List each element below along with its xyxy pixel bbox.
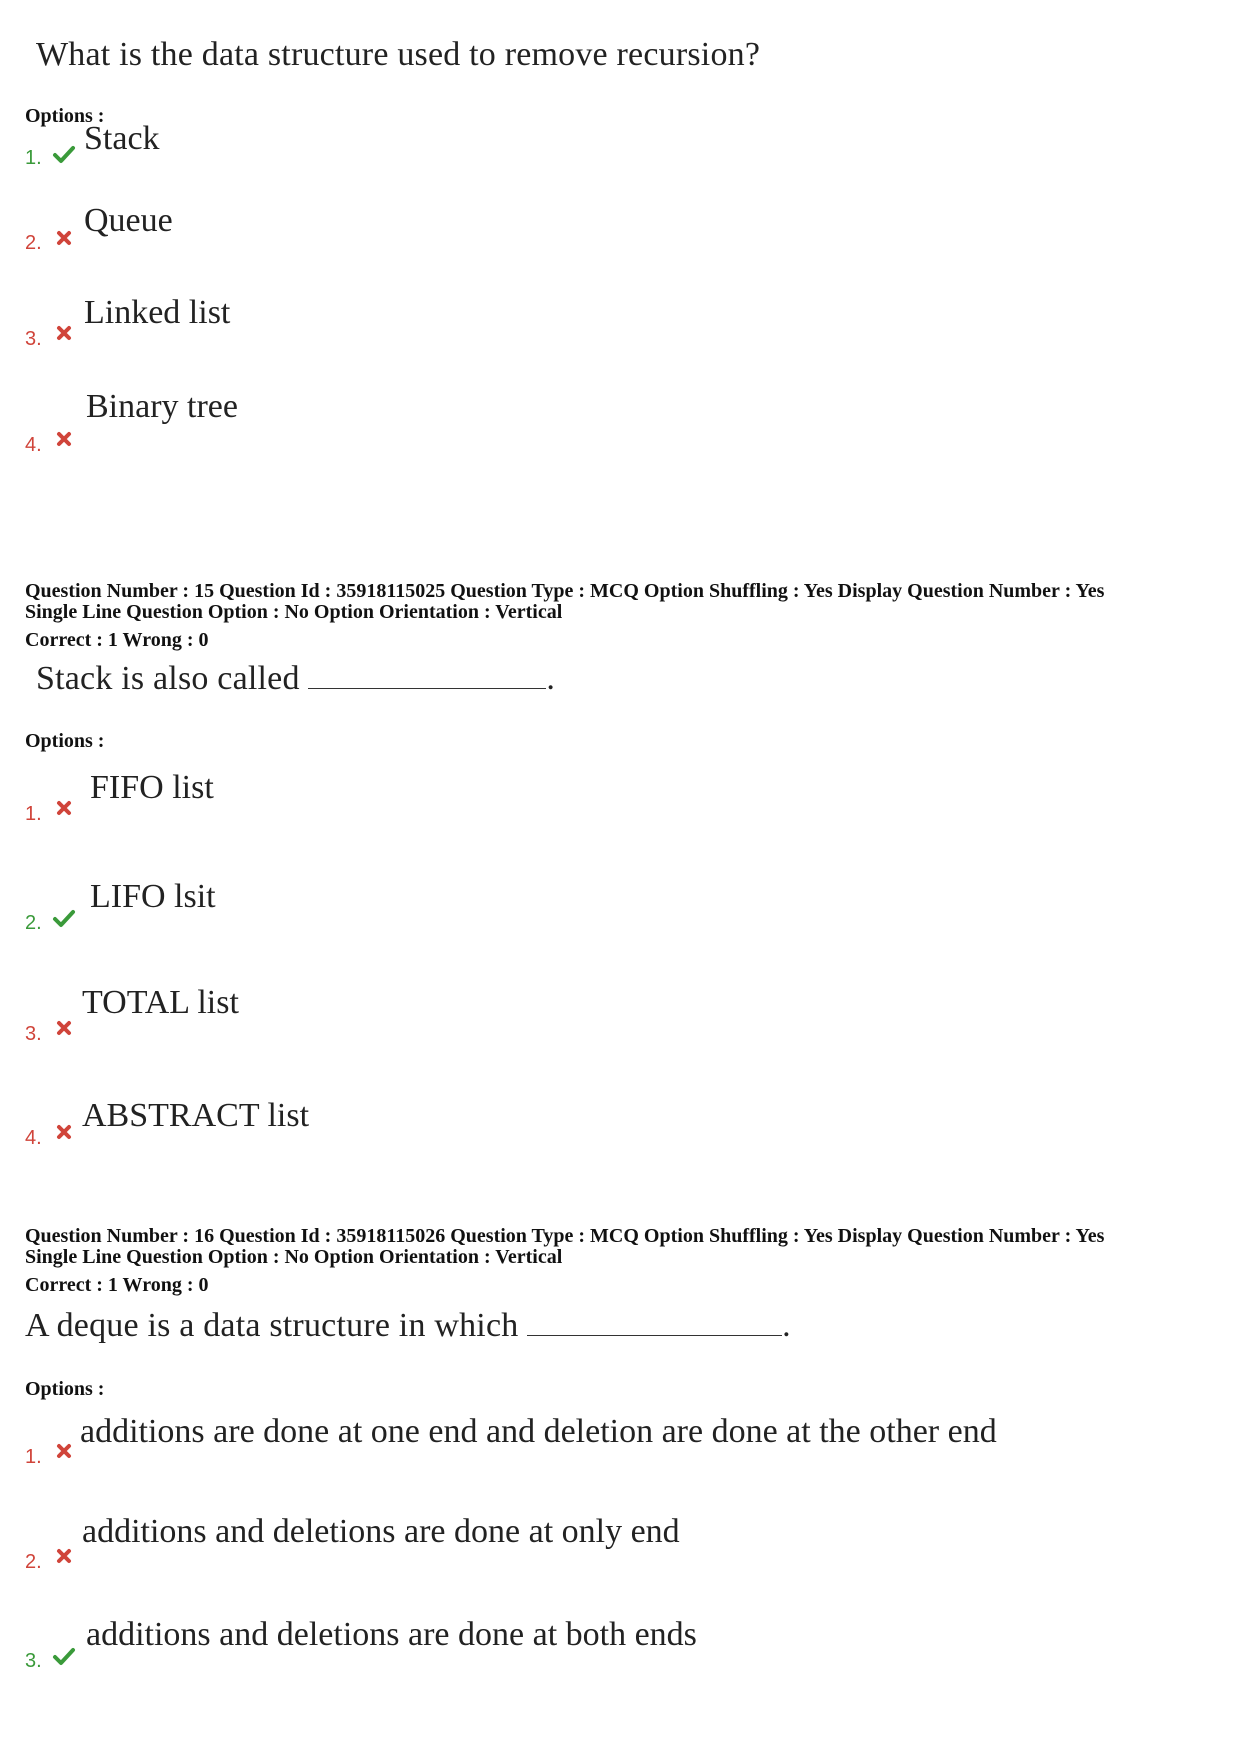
question-meta-line1: Question Number : 15 Question Id : 35918115025 Question Type : MCQ Option Shuffling : Yes Display Question Number : Yes xyxy=(25,580,1105,602)
fill-blank xyxy=(527,1309,782,1336)
check-icon xyxy=(52,908,76,928)
option-number: 4. xyxy=(25,434,42,456)
option-text: Queue xyxy=(84,202,173,239)
option-number: 3. xyxy=(25,328,42,350)
question-text-end: . xyxy=(782,1307,791,1344)
cross-icon xyxy=(52,1122,76,1142)
option-text: additions and deletions are done at both ends xyxy=(86,1616,697,1653)
cross-icon xyxy=(52,1018,76,1038)
option-number: 2. xyxy=(25,1551,42,1573)
option-text: Stack xyxy=(84,120,160,157)
cross-icon xyxy=(52,1441,76,1461)
cross-icon xyxy=(52,323,76,343)
check-icon xyxy=(52,1646,76,1666)
option-number: 1. xyxy=(25,147,42,169)
question-text-main: Stack is also called xyxy=(36,660,300,697)
question-meta-line1: Question Number : 16 Question Id : 35918115026 Question Type : MCQ Option Shuffling : Yes Display Question Number : Yes xyxy=(25,1225,1105,1247)
option-number: 1. xyxy=(25,1446,42,1468)
option-text: ABSTRACT list xyxy=(82,1097,310,1134)
cross-icon xyxy=(52,798,76,818)
option-number: 2. xyxy=(25,912,42,934)
question-meta-line2: Single Line Question Option : No Option Orientation : Vertical xyxy=(25,1246,563,1268)
fill-blank xyxy=(308,662,546,689)
option-number: 3. xyxy=(25,1650,42,1672)
option-text: TOTAL list xyxy=(82,984,239,1021)
question-text xyxy=(36,660,555,698)
option-text: additions are done at one end and deletion are done at the other end xyxy=(80,1413,997,1450)
question-meta-line2: Single Line Question Option : No Option Orientation : Vertical xyxy=(25,601,563,623)
options-label: Options : xyxy=(25,1378,105,1400)
option-text: Linked list xyxy=(84,294,231,331)
options-label: Options : xyxy=(25,105,105,127)
option-text: FIFO list xyxy=(90,769,214,806)
option-number: 3. xyxy=(25,1023,42,1045)
options-label: Options : xyxy=(25,730,105,752)
question-text xyxy=(25,1307,791,1345)
question-marks: Correct : 1 Wrong : 0 xyxy=(25,1274,209,1296)
option-text: Binary tree xyxy=(86,388,238,425)
question-text-end: . xyxy=(546,660,556,697)
option-number: 4. xyxy=(25,1127,42,1149)
option-text: LIFO lsit xyxy=(90,878,216,915)
cross-icon xyxy=(52,228,76,248)
question-marks: Correct : 1 Wrong : 0 xyxy=(25,629,209,651)
question-text-main: A deque is a data structure in which xyxy=(25,1307,519,1344)
cross-icon xyxy=(52,429,76,449)
option-text: additions and deletions are done at only end xyxy=(82,1513,680,1550)
cross-icon xyxy=(52,1546,76,1566)
question-text: What is the data structure used to remove recursion? xyxy=(36,36,761,73)
option-number: 2. xyxy=(25,232,42,254)
option-number: 1. xyxy=(25,803,42,825)
check-icon xyxy=(52,144,76,164)
